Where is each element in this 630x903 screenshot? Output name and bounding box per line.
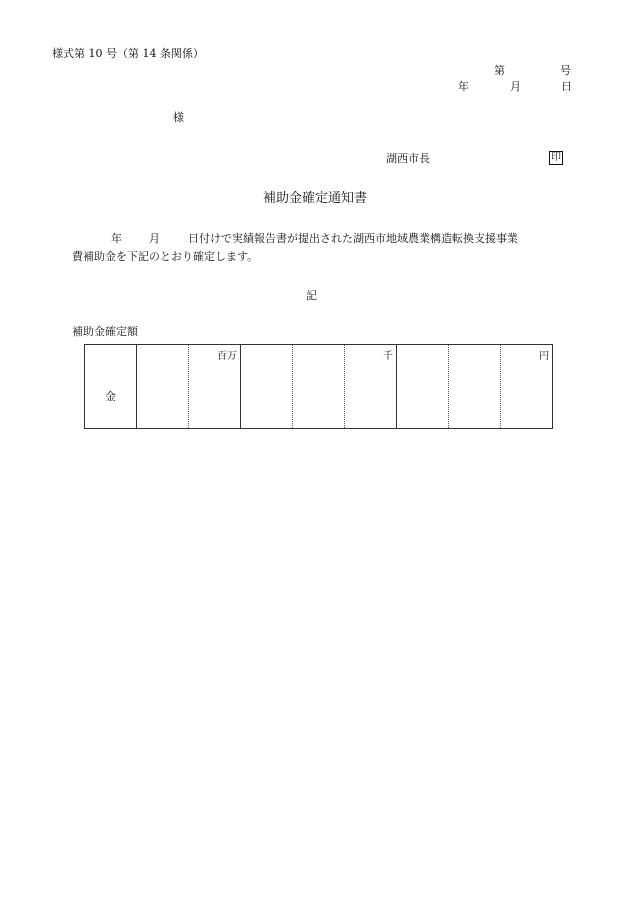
- form-number: 様式第 10 号（第 14 条関係）: [52, 47, 204, 60]
- unit-yen-label: 円: [539, 351, 549, 362]
- seal-mark: 印: [551, 152, 561, 163]
- digit-cell-yen: [501, 345, 553, 429]
- kin-cell: [85, 345, 137, 429]
- number-suffix: 号: [560, 64, 571, 77]
- digit-cell-thousand: [345, 345, 397, 429]
- body-line-1-text: 日付けで実績報告書が提出された湖西市地域農業構造転換支援事業: [188, 232, 518, 245]
- date-month: 月: [510, 80, 521, 93]
- digit-cell: [397, 345, 449, 429]
- document-title: 補助金確定通知書: [262, 191, 367, 206]
- kin-label: 金: [105, 390, 116, 403]
- digit-cell: [293, 345, 345, 429]
- amount-row: [85, 345, 553, 429]
- digit-cell: [449, 345, 501, 429]
- date-day: 日: [561, 80, 572, 93]
- number-prefix: 第: [494, 64, 505, 77]
- recipient-honorific: 様: [173, 111, 184, 124]
- date-year: 年: [458, 80, 469, 93]
- amount-table: [84, 344, 553, 429]
- ki-heading: 記: [306, 289, 317, 302]
- body-line-2: 費補助金を下記のとおり確定します。: [72, 250, 259, 263]
- issuer-name: 湖西市長: [386, 152, 430, 165]
- digit-cell: [241, 345, 293, 429]
- unit-thousand-label: 千: [383, 351, 393, 362]
- amount-label: 補助金確定額: [72, 325, 138, 338]
- body-year: 年: [111, 232, 122, 245]
- digit-cell-million: [189, 345, 241, 429]
- document-number: [494, 65, 571, 76]
- unit-million-label: 百万: [217, 351, 237, 362]
- body-month: 月: [149, 232, 160, 245]
- digit-cell: [137, 345, 189, 429]
